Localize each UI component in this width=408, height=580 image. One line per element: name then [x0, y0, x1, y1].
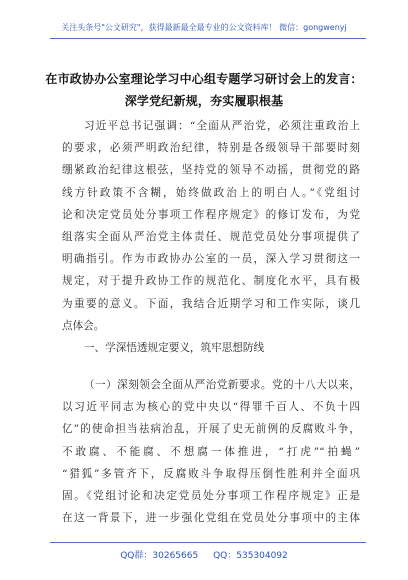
paragraph-line: 规定，对于提升政协工作的规范化、制度化水平，具有极 [62, 275, 360, 288]
paragraph-line: 的要求，必须严明政治纪律，特别是各级领导干部要时刻 [62, 142, 360, 155]
header-divider [50, 38, 366, 39]
paragraph-line: 论和决定党员处分事项工作程序规定》的修订发布，为党 [62, 208, 360, 221]
header-banner: 关注头条号"公文研究"，获得最新最全最专业的公文资料库！ 微信：gongwenyj [61, 23, 347, 32]
paragraph-line: 在这一背景下，进一步强化党组在党员处分事项中的主体 [62, 512, 360, 525]
paragraph-line: 为重要的意义。下面，我结合近期学习和工作实际，谈几 [62, 297, 360, 310]
paragraph-line: 不敢腐、不能腐、不想腐一体推进，“打虎”“拍蝇” [62, 445, 360, 458]
document-title-line2: 深学党纪新规，夯实履职根基 [124, 94, 284, 108]
paragraph-line: 明确指引。作为市政协办公室的一员，深入学习贯彻这一 [62, 253, 360, 266]
paragraph-line: 习近平总书记强调：“全面从严治党，必须注重政治上 [84, 120, 360, 132]
footer-divider [50, 542, 366, 543]
footer-qq-group: QQ群：30265665 [120, 551, 199, 561]
paragraph-section-one [62, 374, 360, 529]
paragraph-line: 亿”的使命担当祛病治乱，开展了史无前例的反腐败斗争， [62, 423, 360, 436]
paragraph-line: 绷紧政治纪律这根弦，坚持党的领导不动摇，贯彻党的路 [62, 164, 360, 177]
paragraph-intro [62, 115, 360, 337]
paragraph-line: （一）深刻领会全面从严治党新要求。党的十八大以来， [84, 379, 360, 391]
paragraph-line: 固。《党组讨论和决定党员处分事项工作程序规定》正是 [62, 489, 360, 502]
document-title-line1: 在市政协办公室理论学习中心组专题学习研讨会上的发言： [45, 72, 363, 86]
paragraph-line: 点体会。 [62, 319, 105, 332]
paragraph-line: 以习近平同志为核心的党中央以“得罪千百人、不负十四 [62, 401, 360, 414]
paragraph-line: “猎狐”多管齐下，反腐败斗争取得压倒性胜利并全面巩 [62, 467, 360, 480]
paragraph-line: 组落实全面从严治党主体责任、规范党员处分事项提供了 [62, 230, 360, 243]
paragraph-line: 线方针政策不含糊，始终做政治上的明白人。”《党组讨 [62, 186, 360, 199]
footer-contact [0, 548, 408, 561]
footer-qq-number: QQ：535304092 [213, 551, 288, 561]
section-heading: 一、学深悟透规定要义，筑牢思想防线 [84, 342, 265, 354]
